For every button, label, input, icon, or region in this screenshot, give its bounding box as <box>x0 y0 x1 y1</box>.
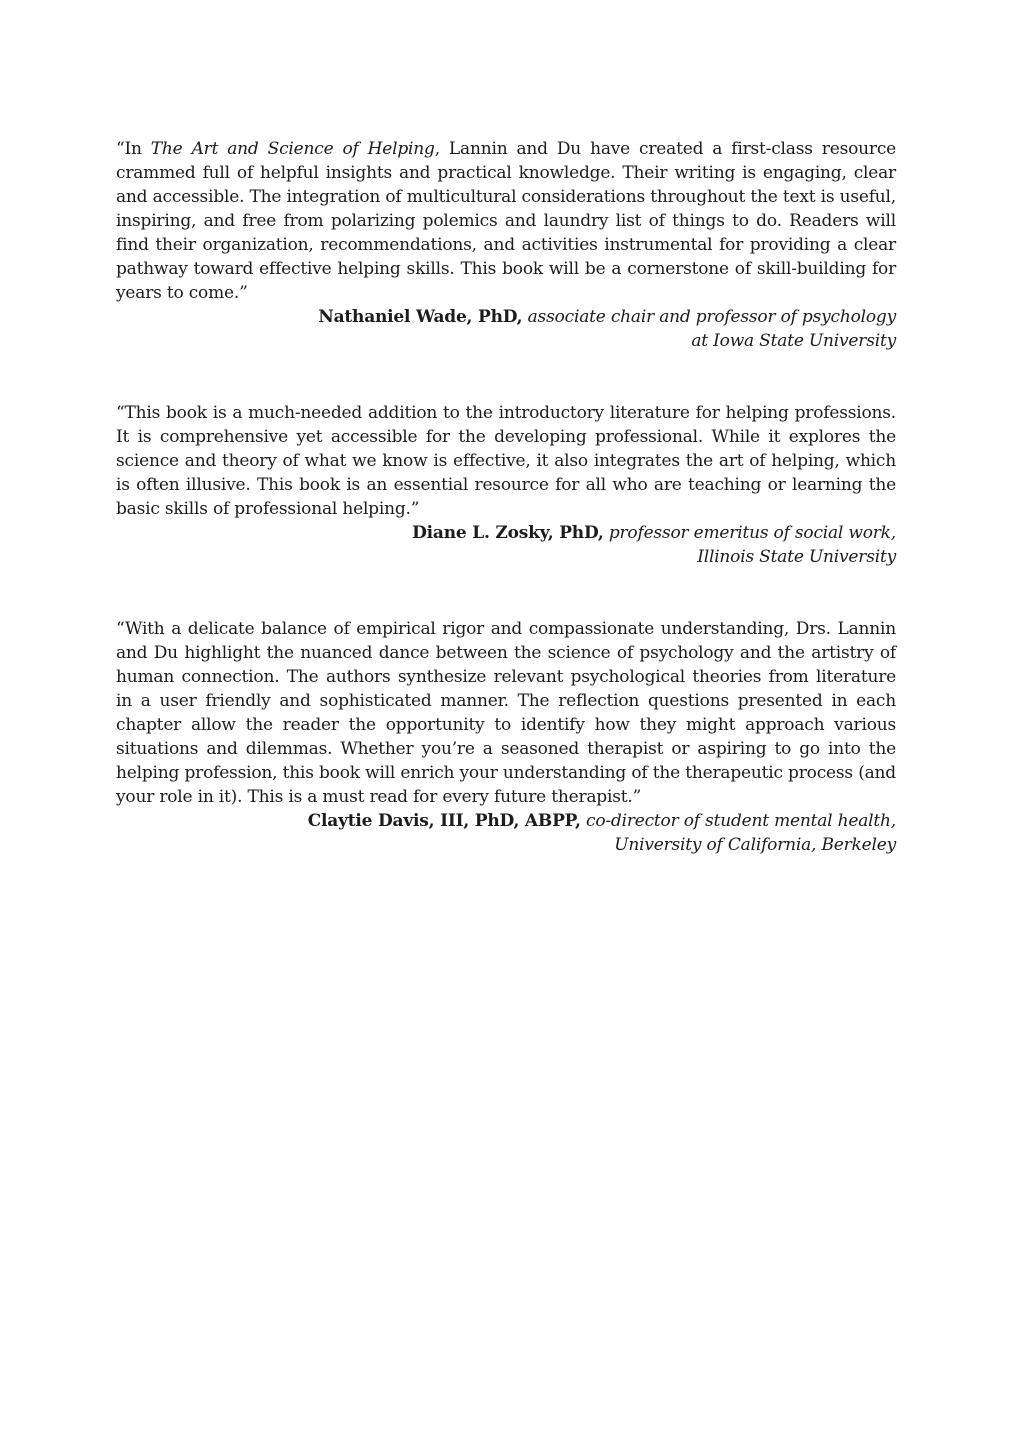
endorsement-quote: “In The Art and Science of Helping, Lannin and Du have created a first-class resource crammed full of helpful insights and practical knowledge. Their writing is engaging, clear and accessible. The integration of multicultural considerations throughout the text is useful, inspiring, and free from polarizing polemics and laundry list of things to do. Readers will find their organization, recommendations, and activities instrumental for providing a clear pathway toward effective helping skills. This book will be a cornerstone of skill-building for years to come.” <box>116 139 896 303</box>
endorsements-page <box>116 137 896 857</box>
endorser-affiliation: University of California, Berkeley <box>614 835 896 855</box>
endorsement-zosky <box>116 401 896 569</box>
endorsement-attribution <box>116 305 896 353</box>
book-title: The Art and Science of Helping <box>150 139 435 159</box>
endorser-name: Claytie Davis, III, PhD, ABPP, <box>307 811 581 831</box>
endorsement-attribution <box>116 521 896 569</box>
endorser-title: professor emeritus of social work, <box>608 523 896 543</box>
endorsement-attribution <box>116 809 896 857</box>
endorsement-wade <box>116 137 896 353</box>
endorser-affiliation: at Iowa State University <box>691 331 896 351</box>
endorser-title: associate chair and professor of psychology <box>527 307 896 327</box>
endorsement-davis <box>116 617 896 857</box>
endorser-title: co-director of student mental health, <box>586 811 896 831</box>
endorsement-quote: “With a delicate balance of empirical rigor and compassionate understanding, Drs. Lannin and Du highlight the nuanced dance between the science of psychology and the artistry of human connection. The authors synthesize relevant psychological theories from literature in a user friendly and sophisticated manner. The reflection questions presented in each chapter allow the reader the opportunity to identify how they might approach various situations and dilemmas. Whether you’re a seasoned therapist or aspiring to go into the helping profession, this book will enrich your understanding of the therapeutic process (and your role in it). This is a must read for every future therapist.” <box>116 619 896 807</box>
endorser-name: Diane L. Zosky, PhD, <box>412 523 604 543</box>
endorser-affiliation: Illinois State University <box>697 547 896 567</box>
endorsement-quote: “This book is a much-needed addition to the introductory literature for helping professions. It is comprehensive yet accessible for the developing professional. While it explores the science and theory of what we know is effective, it also integrates the art of helping, which is often illusive. This book is an essential resource for all who are teaching or learning the basic skills of professional helping.” <box>116 403 896 519</box>
endorser-name: Nathaniel Wade, PhD, <box>318 307 523 327</box>
